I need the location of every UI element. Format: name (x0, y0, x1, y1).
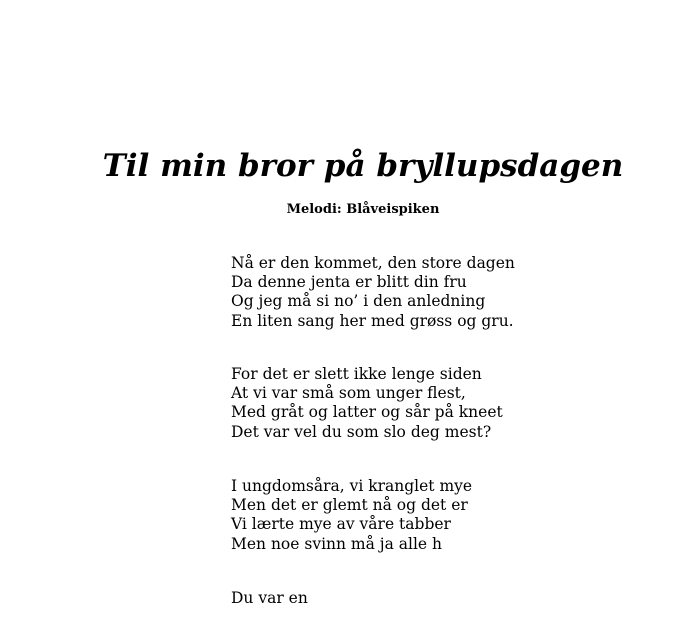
verse-line: Nå er den kommet, den store dagen (231, 254, 515, 272)
verse-line: At vi var små som unger flest, (231, 384, 466, 403)
verse-line: Og jeg må si no’ i den anledning (231, 292, 486, 311)
verse-line: Det var vel du som slo deg mest? (231, 422, 492, 441)
melody-subtitle: Melodi: Blåveispiken (286, 202, 440, 217)
stanza-3 (231, 477, 472, 554)
verse-line: I ungdomsåra, vi kranglet mye (231, 477, 473, 495)
render-cutoff-mask (225, 610, 485, 636)
verse-line: Vi lærte mye av våre tabber (231, 515, 451, 534)
stanza-2 (231, 365, 503, 442)
verse-line: Du var en (231, 589, 308, 607)
verse-line: En liten sang her med grøss og gru. (231, 311, 514, 330)
stanza-4 (231, 589, 308, 608)
verse-line: Men det er glemt nå og det er (231, 496, 468, 515)
verse-line: For det er slett ikke lenge siden (231, 365, 482, 383)
verse-line: Da denne jenta er blitt din fru (231, 273, 467, 292)
stanza-1 (231, 254, 515, 331)
song-title: Til min bror på bryllupsdagen (102, 148, 624, 184)
verse-line: Med gråt og latter og sår på kneet (231, 403, 503, 422)
verse-line: Men noe svinn må ja alle h (231, 534, 443, 553)
